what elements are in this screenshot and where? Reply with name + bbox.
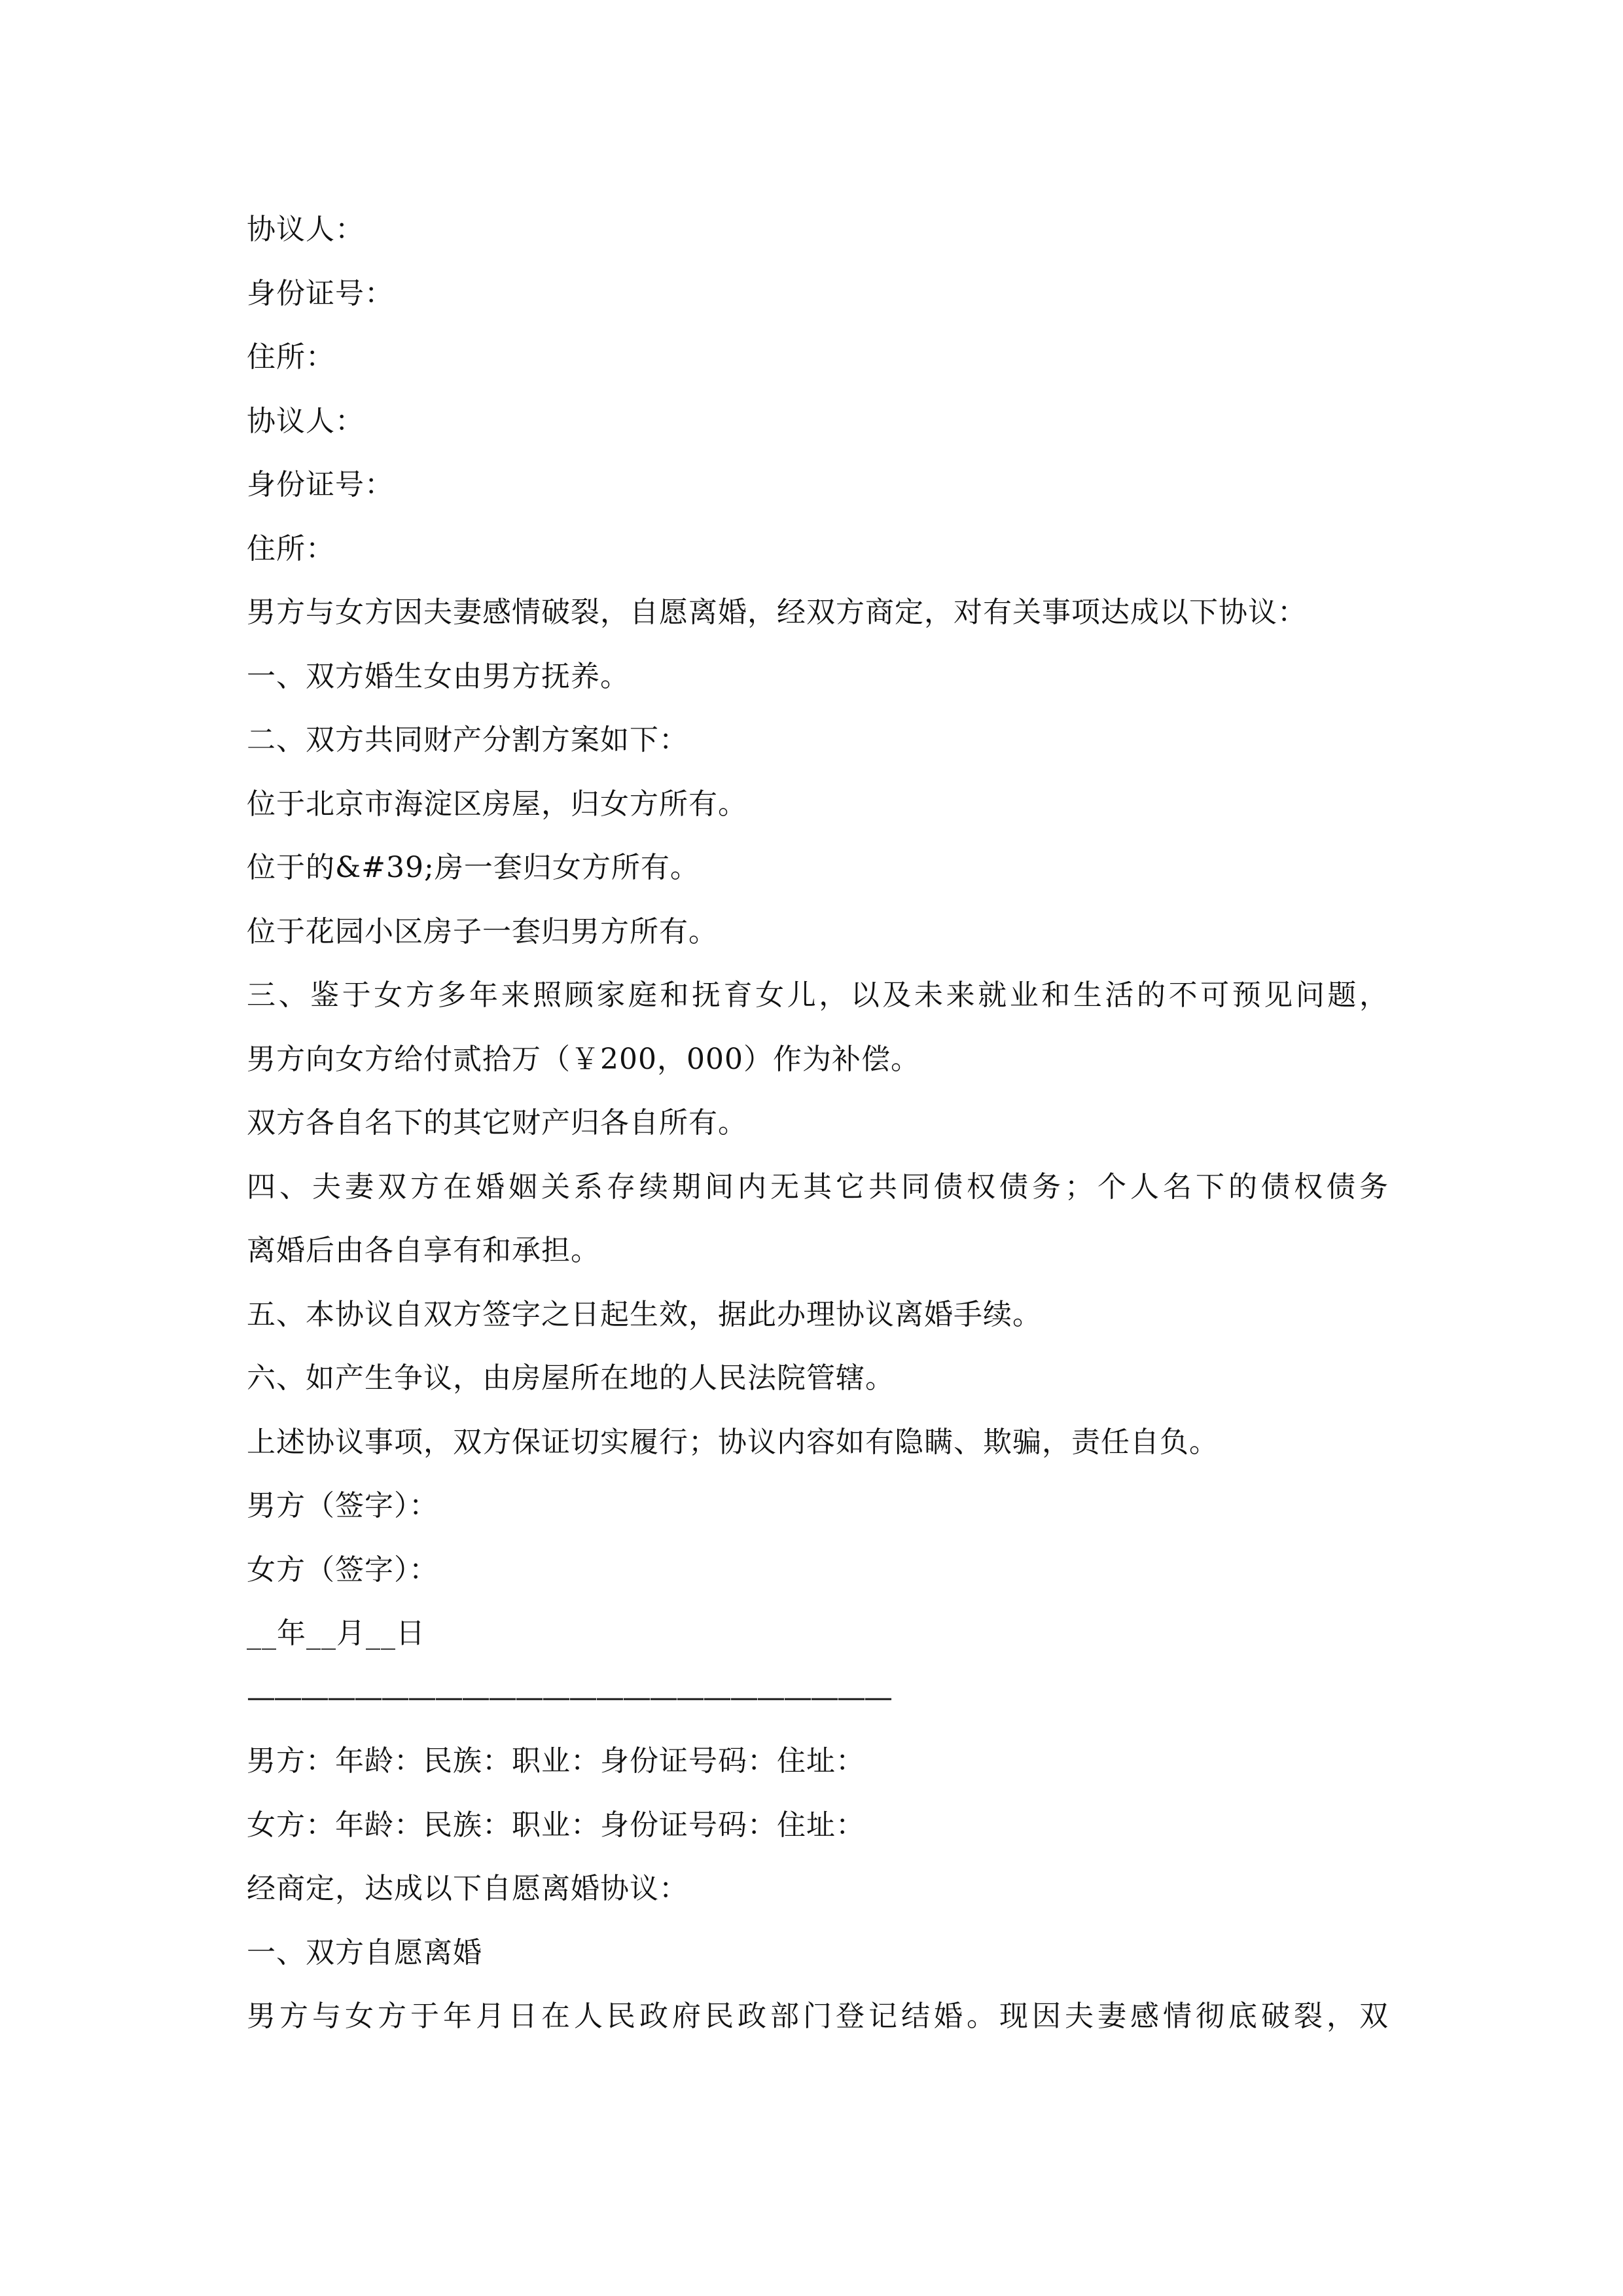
party-1-label: 协议人： (247, 213, 365, 246)
marriage-registration-line: 男方与女方于年月日在人民政府民政部门登记结婚。现因夫妻感情彻底破裂，双 (247, 2000, 1389, 2033)
agreement-intro: 男方与女方因夫妻感情破裂，自愿离婚，经双方商定，对有关事项达成以下协议： (247, 596, 1307, 629)
clause-3-line-2: 男方向女方给付贰拾万（￥200，000）作为补偿。 (247, 1042, 920, 1076)
clause-4-line-2: 离婚后由各自享有和承担。 (247, 1234, 600, 1267)
clause-1-custody: 一、双方婚生女由男方抚养。 (247, 659, 630, 693)
guarantee-statement: 上述协议事项，双方保证切实履行；协议内容如有隐瞒、欺骗，责任自负。 (247, 1425, 1219, 1459)
party-1-id-number: 身份证号： (247, 276, 394, 310)
document-body (247, 208, 1389, 2059)
other-property-clause: 双方各自名下的其它财产归各自所有。 (247, 1106, 747, 1139)
property-item-2: 位于的&#39;房一套归女方所有。 (247, 851, 700, 884)
clause-2-heading: 二、双方共同财产分割方案如下： (247, 723, 688, 757)
section-divider: ———————————————————————— (247, 1680, 891, 1714)
male-signature-field: 男方（签字）： (247, 1489, 438, 1522)
party-2-label: 协议人： (247, 404, 365, 438)
party-1-address: 住所： (247, 340, 335, 374)
male-info-line: 男方：年龄：民族：职业：身份证号码：住址： (247, 1744, 865, 1778)
property-item-1: 位于北京市海淀区房屋，归女方所有。 (247, 787, 747, 821)
party-2-id-number: 身份证号： (247, 468, 394, 501)
property-item-3: 位于花园小区房子一套归男方所有。 (247, 914, 718, 948)
clause-5: 五、本协议自双方签字之日起生效，据此办理协议离婚手续。 (247, 1297, 1042, 1331)
section-1-heading: 一、双方自愿离婚 (247, 1935, 482, 1969)
clause-3-line-1: 三、鉴于女方多年来照顾家庭和抚育女儿，以及未来就业和生活的不可预见问题， (247, 978, 1389, 1012)
second-agreement-intro: 经商定，达成以下自愿离婚协议： (247, 1872, 688, 1905)
female-signature-field: 女方（签字）： (247, 1552, 438, 1587)
date-field: __年__月__日 (247, 1617, 425, 1650)
female-info-line: 女方：年龄：民族：职业：身份证号码：住址： (247, 1808, 865, 1842)
party-2-address: 住所： (247, 531, 335, 565)
clause-4-line-1: 四、夫妻双方在婚姻关系存续期间内无其它共同债权债务；个人名下的债权债务 (247, 1170, 1389, 1204)
clause-6: 六、如产生争议，由房屋所在地的人民法院管辖。 (247, 1361, 895, 1395)
